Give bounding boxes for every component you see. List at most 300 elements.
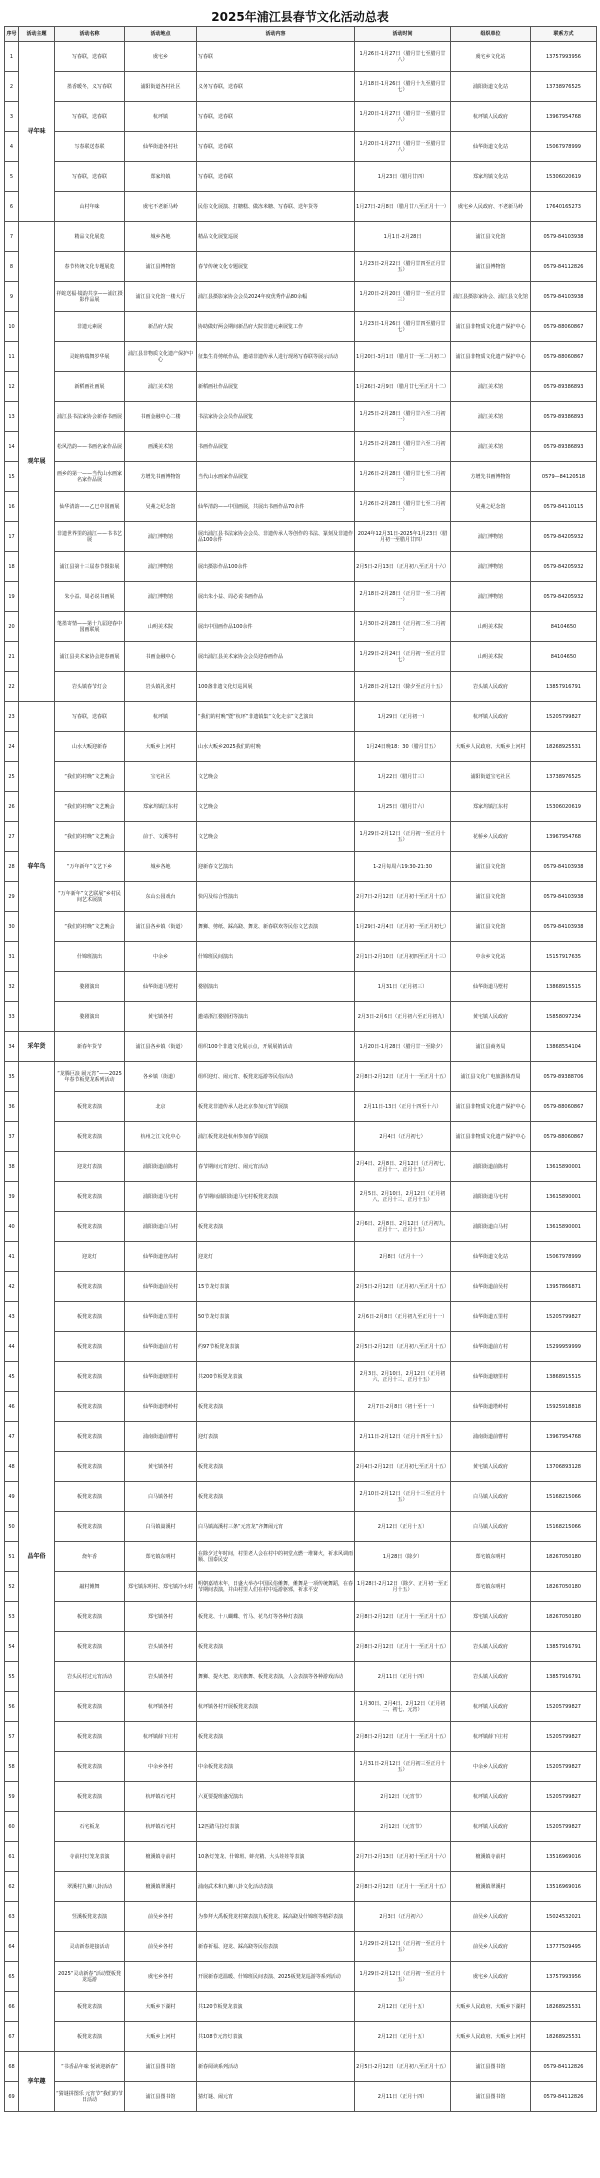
row-number: 29 (5, 882, 19, 912)
contact-number: 0579-89386893 (531, 372, 597, 402)
activity-content: 板凳龙表演 (197, 1632, 355, 1662)
table-row (5, 492, 597, 522)
activity-name: 写春联送春联 (55, 132, 125, 162)
activity-time: 1月29日-2月12日（正月初一至正月十五） (355, 822, 451, 852)
contact-number: 13967954768 (531, 822, 597, 852)
row-number: 18 (5, 552, 19, 582)
organizer: 郑家坞镇文化站 (451, 162, 531, 192)
activity-name: 什锦班演出 (55, 942, 125, 972)
organizer: 岩头镇人民政府 (451, 1632, 531, 1662)
row-number: 50 (5, 1512, 19, 1542)
organizer: 浦江县文化馆 (451, 222, 531, 252)
activity-name: 石宅板龙 (55, 1812, 125, 1842)
organizer: 黄宅镇人民政府 (451, 1002, 531, 1032)
activity-name: 山水大畈迎新春 (55, 732, 125, 762)
activity-content: 板凳龙表演 (197, 1392, 355, 1422)
activity-content: 共200节板凳龙表演 (197, 1362, 355, 1392)
activity-place: 中余乡 (125, 942, 197, 972)
activity-name: 仙华清韵——乙巳中国画展 (55, 492, 125, 522)
activity-content: 50节龙灯表演 (197, 1302, 355, 1332)
activity-name: 浦江县书法家协会新春书画展 (55, 402, 125, 432)
activity-content: 组织迎灯、闹元宵、板凳龙巡游等民俗活动 (197, 1062, 355, 1092)
activity-name: 2025“灵动新春”活动暨板凳龙巡游 (55, 1962, 125, 1992)
activity-time: 2月12日（正月十五） (355, 1992, 451, 2022)
activity-content: 猜灯谜、闹元宵 (197, 2082, 355, 2112)
contact-number: 13967954768 (531, 102, 597, 132)
row-number: 26 (5, 792, 19, 822)
activity-time: 2月4日、2月8日、2月12日（正月初七、正月十一、正月十五） (355, 1152, 451, 1182)
activity-time: 2月11日（正月十四） (355, 1662, 451, 1692)
activity-time: 2月5日-2月12日（正月初八至正月十五） (355, 1272, 451, 1302)
contact-number: 15205799827 (531, 1812, 597, 1842)
contact-number: 0579-88060867 (531, 1092, 597, 1122)
activity-place: 新昌府大院 (125, 312, 197, 342)
activity-name: 板凳龙表演 (55, 1782, 125, 1812)
table-row (5, 882, 597, 912)
table-row (5, 1692, 597, 1722)
table-row (5, 462, 597, 492)
table-row (5, 432, 597, 462)
table-row (5, 312, 597, 342)
row-number: 56 (5, 1692, 19, 1722)
activity-name: 板凳龙表演 (55, 2022, 125, 2052)
table-row (5, 2082, 597, 2112)
table-row (5, 2052, 597, 2082)
activity-place: 杭坪镇石宅村 (125, 1812, 197, 1842)
table-row (5, 1362, 597, 1392)
row-number: 65 (5, 1962, 19, 1992)
row-number: 57 (5, 1722, 19, 1752)
activity-place: 前吴乡各村 (125, 1902, 197, 1932)
activity-name: 岩头镇春节灯会 (55, 672, 125, 702)
row-number: 12 (5, 372, 19, 402)
activity-place: 浦阳街道各村社区 (125, 72, 197, 102)
row-number: 38 (5, 1152, 19, 1182)
activity-name: 新春年货节 (55, 1032, 125, 1062)
activity-time: 2月5日-2月12日（正月初八至正月十五） (355, 1332, 451, 1362)
table-row (5, 1242, 597, 1272)
contact-number: 0579-84103938 (531, 282, 597, 312)
organizer: 浦江博物馆 (451, 582, 531, 612)
organizer: 中余乡人民政府 (451, 1752, 531, 1782)
contact-number: 0579-84103938 (531, 882, 597, 912)
row-number: 34 (5, 1032, 19, 1062)
contact-number: 13857916791 (531, 1632, 597, 1662)
activity-name: 松风浩韵——书画名家作品展 (55, 432, 125, 462)
row-number: 49 (5, 1482, 19, 1512)
activity-time: 1月28日-2月12日（除夕、正月初一至正月十五） (355, 1572, 451, 1602)
activity-place: 郑宅镇各村 (125, 1602, 197, 1632)
activity-time: 2月1日-2月10日（正月初四至正月十三） (355, 942, 451, 972)
activity-place: 白马镇嵩溪村 (125, 1512, 197, 1542)
activity-name: 画乡的第一——当代山水画家名家作品展 (55, 462, 125, 492)
row-number: 21 (5, 642, 19, 672)
activity-content: 浦南武术和九狮八卦文化活动表演 (197, 1872, 355, 1902)
activity-place: 浦江美术馆 (125, 372, 197, 402)
contact-number: 0579-84110115 (531, 492, 597, 522)
table-row (5, 822, 597, 852)
activity-content: 婺剧演出 (197, 972, 355, 1002)
table-row (5, 1632, 597, 1662)
table-row (5, 552, 597, 582)
table-row (5, 1782, 597, 1812)
activity-time: 2024年12月31日-2025年1月23日（腊月初一至腊月廿四） (355, 522, 451, 552)
activity-time: 2月5日-2月12日（正月初八至正月十五） (355, 2052, 451, 2082)
activity-name: 烧年香 (55, 1542, 125, 1572)
table-row (5, 1602, 597, 1632)
table-row (5, 1272, 597, 1302)
activity-place: 杭坪镇石宅村 (125, 1782, 197, 1812)
activity-name: 岩头民村过元宵活动 (55, 1662, 125, 1692)
activity-content: 明朝嘉靖末年，日盛大举办中国民俗傩舞，傩舞是一项传统舞蹈，在春节期间表演，并由村里人们在村中巡游驱邪，祈求平安 (197, 1572, 355, 1602)
organizer: 山明美术院 (451, 642, 531, 672)
contact-number: 15205799827 (531, 702, 597, 732)
row-number: 45 (5, 1362, 19, 1392)
contact-number: 13757993956 (531, 1962, 597, 1992)
row-number: 14 (5, 432, 19, 462)
contact-number: 15168215066 (531, 1512, 597, 1542)
contact-number: 0579-84205932 (531, 582, 597, 612)
activity-place: 各乡镇（街道） (125, 1062, 197, 1092)
activity-time: 2月8日-2月12日（正月十一至正月十五） (355, 1062, 451, 1092)
activity-name: “万年新年”文艺下乡 (55, 852, 125, 882)
activity-content: 为参拜大禹板凳龙村寨表演九板凳龙、踩高跷及什锦班等精彩表演 (197, 1902, 355, 1932)
activity-time: 1月20日-1月27日（腊月廿一至腊月廿八） (355, 102, 451, 132)
activity-name: “龙腾巨浪 闹元宵”——2025年春节板凳龙系列活动 (55, 1062, 125, 1092)
table-row (5, 1422, 597, 1452)
activity-name: 板凳龙表演 (55, 1122, 125, 1152)
activity-place: 山明美术院 (125, 612, 197, 642)
organizer: 浦江县文化馆 (451, 852, 531, 882)
row-number: 30 (5, 912, 19, 942)
contact-number: 84104650 (531, 612, 597, 642)
row-number: 40 (5, 1212, 19, 1242)
activity-content: 书画作品展览 (197, 432, 355, 462)
activity-name: 板凳龙表演 (55, 1392, 125, 1422)
activity-name: 新稻画社画展 (55, 372, 125, 402)
table-row (5, 642, 597, 672)
organizer: 檀溪镇寺前村 (451, 1842, 531, 1872)
activity-place: 浦南街道前曹村 (125, 1422, 197, 1452)
row-number: 5 (5, 162, 19, 192)
contact-number: 13738976525 (531, 762, 597, 792)
contact-number: 13857916791 (531, 672, 597, 702)
contact-number: 13615890001 (531, 1152, 597, 1182)
activity-time: 2月10日-2月12日（正月十三至正月十五） (355, 1482, 451, 1512)
organizer: 大畈乡人民政府、大畈乡上河村 (451, 2022, 531, 2052)
row-number: 62 (5, 1872, 19, 1902)
table-row (5, 912, 597, 942)
activity-time: 1月29日-2月24日（正月初一至正月廿七） (355, 642, 451, 672)
organizer: 檀溪镇翠溪村 (451, 1872, 531, 1902)
contact-number: 0579-88060867 (531, 312, 597, 342)
activity-content: 新春阅读系列活动 (197, 2052, 355, 2082)
activity-name: 翠溪村九狮八卦活动 (55, 1872, 125, 1902)
contact-number: 0579-88060867 (531, 1122, 597, 1152)
activity-place: 前于、文溪等村 (125, 822, 197, 852)
table-row (5, 942, 597, 972)
table-row (5, 1152, 597, 1182)
activity-time: 1月23日-2月22日（腊月廿四至正月廿五） (355, 252, 451, 282)
contact-number: 15067978999 (531, 1242, 597, 1272)
activity-name: 板凳龙表演 (55, 1422, 125, 1452)
activity-time: 2月7日-2月8日（初十至十一） (355, 1392, 451, 1422)
theme-cell: 享年趣 (19, 2052, 55, 2112)
activity-content: 写春联，送春联 (197, 102, 355, 132)
organizer: 浦江县文化馆 (451, 912, 531, 942)
contact-number: 13615890001 (531, 1182, 597, 1212)
table-row (5, 762, 597, 792)
activity-name: 板凳龙表演 (55, 1272, 125, 1302)
row-number: 1 (5, 42, 19, 72)
table-row (5, 852, 597, 882)
activity-content: 板凳龙表演 (197, 1482, 355, 1512)
activity-place: 岩头镇各村 (125, 1632, 197, 1662)
organizer: 方增先书画博物馆 (451, 462, 531, 492)
activity-content: 六夏要提班盛况演出 (197, 1782, 355, 1812)
activity-place: 黄宅镇各村 (125, 1452, 197, 1482)
row-number: 53 (5, 1602, 19, 1632)
activity-place: 浦江县各乡镇（街道） (125, 1032, 197, 1062)
organizer: 郑宅镇人民政府 (451, 1602, 531, 1632)
activity-place: 大畈乡下湖村 (125, 1992, 197, 2022)
activity-name: 精品文化展览 (55, 222, 125, 252)
organizer: 浦阳街道前陈村 (451, 1152, 531, 1182)
organizer: 花桥乡人民政府 (451, 822, 531, 852)
contact-number: 0579-89386893 (531, 432, 597, 462)
row-number: 17 (5, 522, 19, 552)
organizer: 浦江县文化广电旅游体育局 (451, 1062, 531, 1092)
activity-name: 板凳龙表演 (55, 1332, 125, 1362)
activity-time: 1月31日-2月12日（正月初三至正月十五） (355, 1752, 451, 1782)
activity-place: 仙华街道前吴村 (125, 1272, 197, 1302)
organizer: 郑宅镇东明村 (451, 1572, 531, 1602)
organizer: 中余乡文化站 (451, 942, 531, 972)
activity-time: 1月20日-2月20日（腊月廿一至正月廿三） (355, 282, 451, 312)
activity-place: 北京 (125, 1092, 197, 1122)
contact-number: 13516969016 (531, 1842, 597, 1872)
activity-content: 板凳龙、十八蝴蝶、竹马、花鸟灯等各种灯表演 (197, 1602, 355, 1632)
table-row (5, 1902, 597, 1932)
organizer: 浦江县非物质文化遗产保护中心 (451, 342, 531, 372)
activity-time: 2月5日-2月13日（正月初八至正月十六） (355, 552, 451, 582)
activity-content: 义务写春联，送春联 (197, 72, 355, 102)
table-row (5, 792, 597, 822)
table-row (5, 702, 597, 732)
activity-content: 100盏非遗文化灯巡回展 (197, 672, 355, 702)
activity-name: “万年新年”文艺联展”乡村民间艺术展演 (55, 882, 125, 912)
activity-time: 2月11日-13日（正月十四至十六） (355, 1092, 451, 1122)
organizer: 大畈乡人民政府、大畈乡上河村 (451, 732, 531, 762)
row-number: 22 (5, 672, 19, 702)
row-number: 13 (5, 402, 19, 432)
activity-content: 15节龙灯表演 (197, 1272, 355, 1302)
organizer: 吴茀之纪念馆 (451, 492, 531, 522)
organizer: 仙华街道塔岭村 (451, 1392, 531, 1422)
activity-place: 书画金融中心二楼 (125, 402, 197, 432)
activity-content: 组织100个非遗文化展示点，开展展销活动 (197, 1032, 355, 1062)
activity-name: 祥蛇送福·镜韵共享——浦江摄影作品展 (55, 282, 125, 312)
activity-place: 仙华街道塘里村 (125, 1362, 197, 1392)
organizer: 郑家坞镇江东村 (451, 792, 531, 822)
activity-place: 岩头镇礼张村 (125, 672, 197, 702)
organizer: 前吴乡人民政府 (451, 1932, 531, 1962)
organizer: 仙华街道文化站 (451, 1242, 531, 1272)
activity-name: 春节传统文化专题展览 (55, 252, 125, 282)
table-row (5, 282, 597, 312)
activity-place: 仙华街道五里村 (125, 1302, 197, 1332)
row-number: 23 (5, 702, 19, 732)
organizer: 浦江美术馆 (451, 432, 531, 462)
activity-content: 展出浦江县书法家协会会员、非遗传承人等创作的书法、篆刻及非遗作品100余件 (197, 522, 355, 552)
activity-place: 郑家坞镇江东村 (125, 792, 197, 822)
activity-place: 仙华街道前方村 (125, 1332, 197, 1362)
organizer: 仙华街道塘里村 (451, 1362, 531, 1392)
organizer: 浦江博物馆 (451, 552, 531, 582)
contact-number: 15168215066 (531, 1482, 597, 1512)
row-number: 60 (5, 1812, 19, 1842)
activity-time: 1月28日-2月12日（除夕至正月十五） (355, 672, 451, 702)
activity-place: 浦江博物馆 (125, 522, 197, 552)
activity-time: 2月4日（正月初七） (355, 1122, 451, 1152)
activity-place: 郑宅镇东明村、郑宅镇冷水村 (125, 1572, 197, 1602)
row-number: 15 (5, 462, 19, 492)
activity-time: 1月20日-1月27日（腊月廿一至腊月廿八） (355, 132, 451, 162)
organizer: 杭坪镇人民政府 (451, 702, 531, 732)
activity-content: 共108节元宵灯表演 (197, 2022, 355, 2052)
activity-time: 1月31日（正月初三） (355, 972, 451, 1002)
table-row (5, 192, 597, 222)
activity-content: 写春联，送春联 (197, 132, 355, 162)
row-number: 67 (5, 2022, 19, 2052)
activity-content: 当代山水画家作品展览 (197, 462, 355, 492)
organizer: 浦阳街道宝宅社区 (451, 762, 531, 792)
activity-place: 画溪美术馆 (125, 432, 197, 462)
activity-content: 什锦班民间演出 (197, 942, 355, 972)
organizer: 浦江县非物质文化遗产保护中心 (451, 312, 531, 342)
contact-number: 0579-89388706 (531, 1062, 597, 1092)
contact-number: 18267050180 (531, 1572, 597, 1602)
theme-cell: 观年展 (19, 222, 55, 702)
header-place: 活动地点 (125, 27, 197, 42)
table-row (5, 1962, 597, 1992)
activity-content: 展出中国画作品100余件 (197, 612, 355, 642)
activity-name: 板凳龙表演 (55, 1602, 125, 1632)
activity-content: 春节期间浦阳街道马宅村板凳龙表演 (197, 1182, 355, 1212)
activity-time: 1月29日-2月4日（正月初一至正月初七） (355, 912, 451, 942)
activity-content: 板凳龙表演 (197, 1452, 355, 1482)
organizer: 岩头镇人民政府 (451, 672, 531, 702)
activity-name: “我们的村晚”文艺晚会 (55, 792, 125, 822)
contact-number: 18268925531 (531, 732, 597, 762)
activity-time: 2月8日（正月十一） (355, 1242, 451, 1272)
row-number: 47 (5, 1422, 19, 1452)
activity-content: 浦江县摄影家协会会员2024年度优秀作品80余幅 (197, 282, 355, 312)
contact-number: 0579—84120518 (531, 462, 597, 492)
header-no: 序号 (5, 27, 19, 42)
table-row (5, 1332, 597, 1362)
activity-name: 敲村傩舞 (55, 1572, 125, 1602)
activity-time: 1月18日-1月26日（腊月十九至腊月廿七） (355, 72, 451, 102)
activity-place: 东山公园戏台 (125, 882, 197, 912)
activity-time: 2月3日、2月10日、2月12日（正月初六、正月十三、正月十五） (355, 1362, 451, 1392)
activity-time: 1月30日、2月4日、2月12日（正月初二、初七、元宵） (355, 1692, 451, 1722)
activity-content: 白马镇嵩溪村三条“元宵龙”齐舞闹元宵 (197, 1512, 355, 1542)
row-number: 6 (5, 192, 19, 222)
activity-place: 虞宅乡各村 (125, 1962, 197, 1992)
contact-number: 13957866871 (531, 1272, 597, 1302)
organizer: 杭坪镇人民政府 (451, 102, 531, 132)
activity-content: 约97节板凳龙表演 (197, 1332, 355, 1362)
organizer: 杭坪镇薛下庄村 (451, 1722, 531, 1752)
row-number: 20 (5, 612, 19, 642)
row-number: 55 (5, 1662, 19, 1692)
row-number: 44 (5, 1332, 19, 1362)
activity-name: 灵动新春迎接活动 (55, 1932, 125, 1962)
activity-name: 墨香暖冬，义写春联 (55, 72, 125, 102)
activity-place: 浦江县各乡镇（街道） (125, 912, 197, 942)
activity-time: 1月25日-2月28日（腊月廿六至二月初一） (355, 432, 451, 462)
contact-number: 18267050180 (531, 1602, 597, 1632)
header-name: 活动名称 (55, 27, 125, 42)
activity-content: 文艺晚会 (197, 822, 355, 852)
activity-name: 写春联，送春联 (55, 702, 125, 732)
contact-number: 15205799827 (531, 1782, 597, 1812)
table-row (5, 582, 597, 612)
row-number: 11 (5, 342, 19, 372)
table-row (5, 1212, 597, 1242)
table-row (5, 1062, 597, 1092)
header-content: 活动内容 (197, 27, 355, 42)
organizer: 岩头镇人民政府 (451, 1662, 531, 1692)
contact-number: 15299959999 (531, 1332, 597, 1362)
activity-place: 郑家坞镇 (125, 162, 197, 192)
activity-content: 10条灯笼龙、什锦班、蚌壳精、大头娃娃等表演 (197, 1842, 355, 1872)
contact-number: 13868915515 (531, 972, 597, 1002)
organizer: 浦江县图书馆 (451, 2052, 531, 2082)
activity-place: 浦江县非物质文化遗产保护中心 (125, 342, 197, 372)
row-number: 66 (5, 1992, 19, 2022)
activity-time: 1月24日晚18：30（腊月廿五） (355, 732, 451, 762)
contact-number: 13615890001 (531, 1212, 597, 1242)
row-number: 8 (5, 252, 19, 282)
activity-content: 迎新春文艺演出 (197, 852, 355, 882)
table-row (5, 1932, 597, 1962)
row-number: 37 (5, 1122, 19, 1152)
activity-place: 檀溪镇寺前村 (125, 1842, 197, 1872)
activity-time: 2月7日-2月12日（正月初十至正月十五） (355, 882, 451, 912)
table-row (5, 1572, 597, 1602)
organizer: 虞宅乡人民政府 (451, 1962, 531, 1992)
table-row (5, 1302, 597, 1332)
activity-place: 仙华街道登高村 (125, 1242, 197, 1272)
organizer: 仙华街道前方村 (451, 1332, 531, 1362)
table-row (5, 1512, 597, 1542)
activity-name: 灵蛇纳瑞舞岁华展 (55, 342, 125, 372)
table-row (5, 612, 597, 642)
organizer: 大畈乡人民政府、大畈乡下湖村 (451, 1992, 531, 2022)
activity-content: 杭坪镇各村开展板凳龙表演 (197, 1692, 355, 1722)
activity-place: 中余乡各村 (125, 1752, 197, 1782)
table-row (5, 1542, 597, 1572)
activity-time: 1月27日-2月8日（腊月廿八至正月十一） (355, 192, 451, 222)
table-row (5, 1032, 597, 1062)
row-number: 51 (5, 1542, 19, 1572)
row-number: 48 (5, 1452, 19, 1482)
row-number: 31 (5, 942, 19, 972)
contact-number: 15205799827 (531, 1302, 597, 1332)
activity-name: 竖溪板凳龙表演 (55, 1902, 125, 1932)
